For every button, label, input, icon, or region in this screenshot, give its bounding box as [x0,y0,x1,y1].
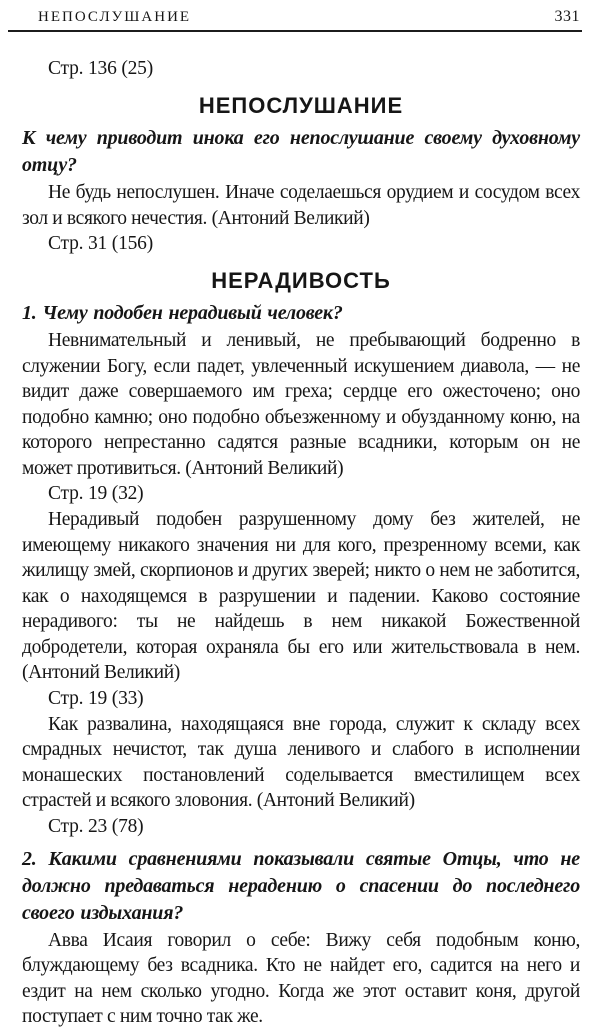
section-title-disobedience: НЕПОСЛУШАНИЕ [198,93,404,118]
source-ref-negligence-3: Стр. 23 (78) [48,815,144,837]
question-heading-negligence-1: 1. Чему подобен нерадивый человек? [22,302,343,324]
answer-paragraph-negligence-4: Авва Исаия говорил о себе: Вижу себя подобным коню, блуждающему без всадника. Кто не найдет его, садится на него и ездит на нем сколько угодно. Когда же этот оставит коня, другой поступает с ним точно так же. [22,929,580,1027]
answer-paragraph-negligence-2: Нерадивый подобен разрушенному дому без жителей, не имеющему никакого значения ни для кого, презренному всеми, как жилищу змей, скорпионов и других зверей; никто о нем не заботится, как о находящемся в разрушении и падении. Каково состояние нерадивого: ты не найдешь в нем никакой Божественной добродетели, которая охраняла бы его или жительствовала в нем. (Антоний Великий) [22,509,580,683]
question-heading-negligence-2: 2. Какими сравнениями показывали святые Отцы, что не должно предаваться нерадению о спасении до последнего своего издыхания? [22,847,580,924]
running-head-title: НЕПОСЛУШАНИЕ [38,9,192,25]
source-ref-disobedience: Стр. 31 (156) [48,233,154,254]
section-title-negligence: НЕРАДИВОСТЬ [211,268,391,293]
source-ref-negligence-2: Стр. 19 (33) [48,687,144,709]
running-head-page-number: 331 [554,8,580,25]
source-ref-negligence-1: Стр. 19 (32) [48,483,144,504]
answer-paragraph-disobedience: Не будь непослушен. Иначе соделаешься орудием и сосудом всех зол и всякого нечестия. (Антоний Великий) [22,182,580,229]
answer-paragraph-negligence-3: Как развалина, находящаяся вне города, служит к складу всех смрадных нечистот, так душа ленивого и слабого в исполнении монашеских постановлений соделывается вместилищем всех страстей и всякого зловония. (Антоний Великий) [22,713,580,811]
running-head [22,8,580,26]
source-ref-top: Стр. 136 (25) [48,58,154,79]
question-heading-disobedience: К чему приводит инока его непослушание своему духовному отцу? [22,127,580,176]
header-rule [8,30,582,32]
answer-paragraph-negligence-1: Невнимательный и ленивый, не пребывающий бодренно в служении Богу, если падет, увлеченный искушением диавола, — не видит даже совершаемого им греха; сердце его ожесточено; оно подобно камню; оно подобно объезженному и обузданному коню, на которого непрестанно садятся разные всадники, которым он не может противиться. (Антоний Великий) [22,330,580,479]
